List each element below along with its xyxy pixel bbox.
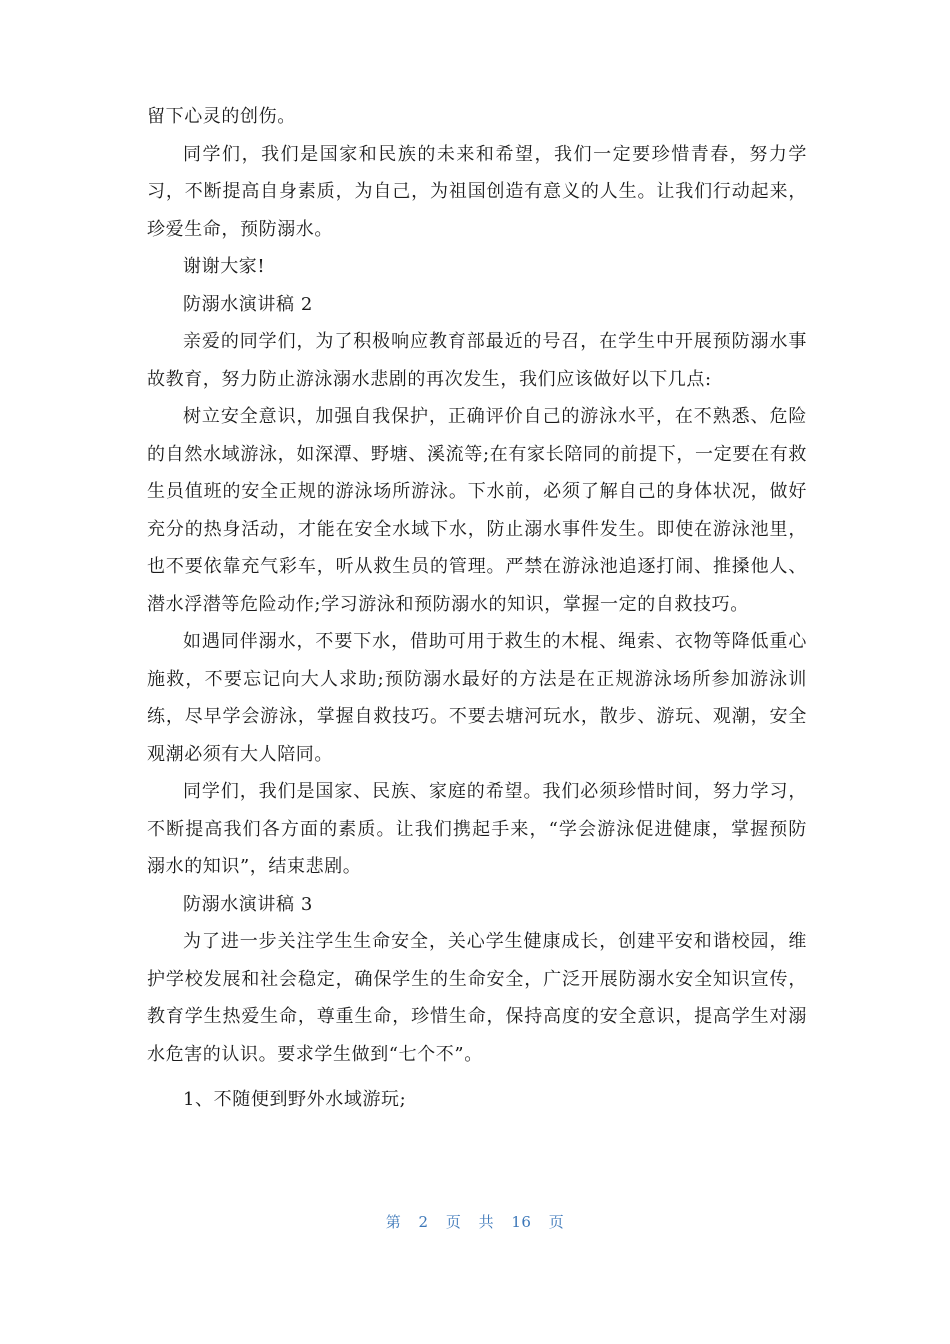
list-item-1: 1、不随便到野外水域游玩;: [183, 1089, 407, 1110]
section-heading-2: 防溺水演讲稿 2: [183, 293, 313, 315]
paragraph-8: 同学们，我们是国家、民族、家庭的希望。我们必须珍惜时间，努力学习，不断提高我们各方面的素质。让我们携起手来，“学会游泳促进健康，掌握预防溺水的知识”，结束悲剧。: [147, 781, 807, 877]
document-body: [147, 98, 807, 1119]
page-number-label: 第 2 页 共 16 页: [385, 1213, 565, 1231]
paragraph-5: 亲爱的同学们，为了积极响应教育部最近的号召，在学生中开展预防溺水事故教育，努力防止游泳溺水悲剧的再次发生，我们应该做好以下几点:: [147, 331, 807, 390]
paragraph-7: 如遇同伴溺水，不要下水，借助可用于救生的木棍、绳索、衣物等降低重心施救，不要忘记向大人求助;预防溺水最好的方法是在正规游泳场所参加游泳训练，尽早学会游泳，掌握自救技巧。不要去塘河玩水，散步、游玩、观潮，安全观潮必须有大人陪同。: [147, 631, 807, 765]
paragraph-3: 谢谢大家!: [183, 256, 266, 277]
section-heading-3: 防溺水演讲稿 3: [183, 893, 313, 915]
paragraph-6: 树立安全意识，加强自我保护，正确评价自己的游泳水平，在不熟悉、危险的自然水域游泳，如深潭、野塘、溪流等;在有家长陪同的前提下，一定要在有救生员值班的安全正规的游泳场所游泳。下水前，必须了解自己的身体状况，做好充分的热身活动，才能在安全水域下水，防止溺水事件发生。即使在游泳池里，也不要依靠充气彩车，听从救生员的管理。严禁在游泳池追逐打闹、推搡他人、潜水浮潜等危险动作;学习游泳和预防溺水的知识，掌握一定的自救技巧。: [147, 406, 807, 615]
page-footer: [0, 1211, 950, 1232]
paragraph-10: 为了进一步关注学生生命安全，关心学生健康成长，创建平安和谐校园，维护学校发展和社会稳定，确保学生的生命安全，广泛开展防溺水安全知识宣传，教育学生热爱生命，尊重生命，珍惜生命，保持高度的安全意识，提高学生对溺水危害的认识。要求学生做到“七个不”。: [147, 931, 807, 1065]
paragraph-1: 留下心灵的创伤。: [147, 106, 296, 127]
paragraph-2: 同学们，我们是国家和民族的未来和希望，我们一定要珍惜青春，努力学习，不断提高自身素质，为自己，为祖国创造有意义的人生。让我们行动起来，珍爱生命，预防溺水。: [147, 143, 807, 240]
